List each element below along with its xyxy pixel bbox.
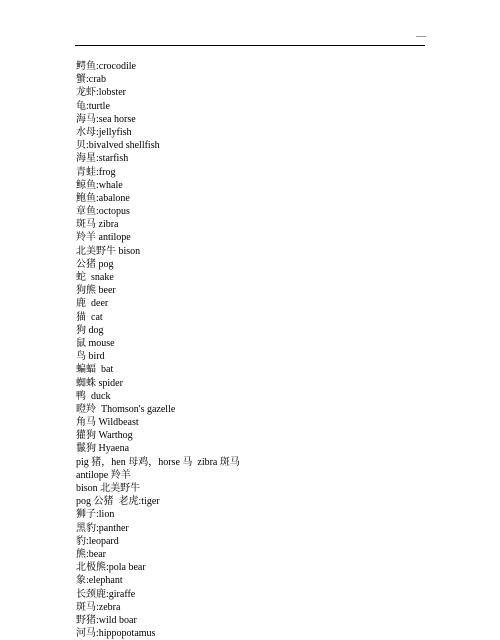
vocabulary-entry: antilope 羚羊 (76, 469, 131, 481)
vocabulary-entry: 水母:jellyfish (76, 126, 132, 138)
vocabulary-entry: 蝙蝠 bat (76, 364, 114, 376)
vocabulary-entry: 獾狗 Warthog (76, 430, 133, 442)
vocabulary-entry: 贝:bivalved shellfish (76, 140, 160, 152)
vocabulary-entry: 北极熊:pola bear (76, 562, 146, 574)
vocabulary-entry: 斑马:zebra (76, 601, 121, 613)
vocabulary-entry: bison 北美野牛 (76, 483, 141, 494)
vocabulary-entry: 狮子:lion (76, 509, 115, 521)
vocabulary-entry: 鲸鱼:whale (76, 179, 123, 191)
vocabulary-entry: 豹:leopard (76, 535, 119, 547)
vocabulary-entry: 海星:starfish (76, 153, 129, 165)
vocabulary-entry: pog 公猪 老虎:tiger (76, 496, 160, 508)
vocabulary-entry: 北美野牛 bison (76, 245, 141, 257)
vocabulary-entry: 狗熊 beer (76, 285, 116, 297)
vocabulary-entry: 斑马 zibra (76, 219, 119, 231)
vocabulary-entry: 公猪 pog (76, 258, 114, 270)
vocabulary-entry: 龙虾:lobster (76, 87, 126, 99)
vocabulary-entry: 鸟 bird (76, 351, 105, 363)
vocabulary-entry: 熊:bear (76, 548, 106, 560)
vocabulary-entry: 角马 Wildbeast (76, 417, 139, 429)
vocabulary-entry: 猫 cat (76, 311, 103, 323)
header-mark: — (416, 31, 426, 42)
header-rule (75, 45, 425, 46)
vocabulary-entry: 黑豹:panther (76, 522, 129, 534)
vocabulary-entry: 蛇 snake (76, 272, 114, 283)
vocabulary-entry: 龟:turtle (76, 100, 110, 112)
vocabulary-entry: 青蛙:frog (76, 166, 116, 178)
vocabulary-entry: 鬣狗 Hyaena (76, 443, 130, 455)
vocabulary-entry: 鳄鱼:crocodile (76, 61, 136, 72)
vocabulary-entry: 象:elephant (76, 575, 123, 587)
vocabulary-entry: 蜘蛛 spider (76, 377, 123, 389)
vocabulary-entry: 鲍鱼:abalone (76, 192, 130, 204)
vocabulary-entry: 鸭 duck (76, 390, 111, 402)
vocabulary-entry: 长颈鹿:giraffe (76, 588, 136, 600)
vocabulary-entry: 章鱼:octopus (76, 206, 130, 218)
vocabulary-entry: 狗 dog (76, 324, 104, 336)
vocabulary-entry: 鹿 deer (76, 298, 109, 310)
vocabulary-entry: 野猪:wild boar (76, 614, 137, 626)
vocabulary-entry: 羚羊 antilope (76, 232, 131, 244)
vocabulary-entry: 河马:hippopotamus (76, 628, 156, 640)
vocabulary-entry: 瞪羚 Thomson's gazelle (76, 403, 176, 415)
vocabulary-entry: 蟹:crab (76, 74, 106, 86)
vocabulary-entry: 鼠 mouse (76, 337, 115, 349)
vocabulary-entry: pig 猪，hen 母鸡，horse 马 zibra 斑马 (76, 456, 240, 468)
vocabulary-entry: 海马:sea horse (76, 113, 136, 125)
vocabulary-list (76, 60, 240, 640)
